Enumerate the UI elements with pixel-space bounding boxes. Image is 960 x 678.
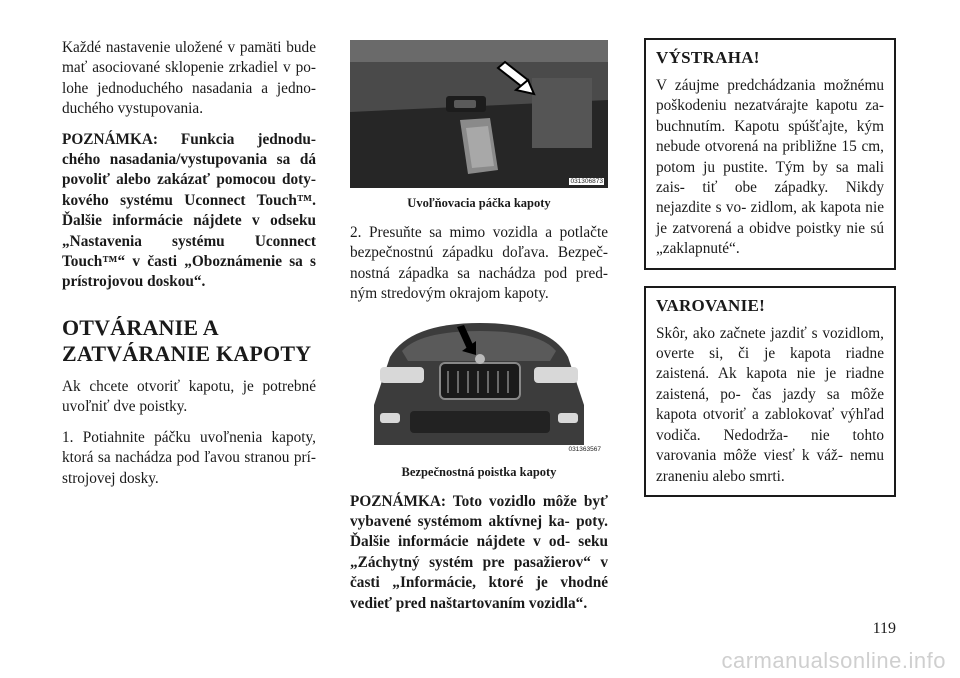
figure2-code: 031363567 xyxy=(568,445,601,453)
note-active-hood: POZNÁMKA: Toto vozidlo môže byť vybavené systémom aktívnej ka- poty. Ďalšie informácie nájdete v od- seku „Záchytný systém pre pasažierov“ v časti „Informácie, ktoré je vhodné vedieť pred naštartovaním vozidla“. xyxy=(350,492,608,612)
note-easy-entry: POZNÁMKA: Funkcia jednodu- chého nasadania/vystupovania sa dá povoliť alebo zakázať pomocou doty- kového systému Uconnect Touch™. Ďalšie informácie nájdete v odseku „Nastavenia systému Uconnect Touch™“ v časti „Oboznámenie sa s prístrojovou doskou“. xyxy=(62,130,316,291)
right-column xyxy=(644,38,896,513)
car-front-illustration xyxy=(350,317,608,457)
warning-text: V záujme predchádzania možnému poškodeniu nezatvárajte kapotu za- buchnutím. Kapotu spúšťajte, kým nebude otvorená na približne 15 cm, potom ju pustite. Tým by sa mali zais- tiť obe západky. Nikdy nejazdite s vo- zidlom, ak kapota nie je zatvorená a obidve poistky nie sú „zaklapnuté“. xyxy=(656,77,884,258)
caution-title: VAROVANIE! xyxy=(656,295,766,315)
section-heading: OTVÁRANIE A ZATVÁRANIE KAPOTY xyxy=(62,314,312,366)
figure2-caption: Bezpečnostná poistka kapoty xyxy=(401,464,557,479)
figure1-code: 031306873 xyxy=(570,178,603,185)
hood-safety-catch-image xyxy=(350,317,608,457)
figure1-caption: Uvoľňovacia páčka kapoty xyxy=(407,196,551,210)
caution-box xyxy=(644,286,896,497)
page-number: 119 xyxy=(872,620,896,637)
step-1: 1. Potiahnite páčku uvoľnenia kapoty, ktorá sa nachádza pod ľavou stranou prí- strojovej dosky. xyxy=(62,428,316,487)
caution-text: Skôr, ako začnete jazdiť s vozidlom, overte si, či je kapota riadne zaistená. Ak kapota nie je riadne zaistená, po- čas jazdy sa môže kapota otvoriť a zablokovať výhľad vodiča. Nedodrža- nie tohto varovania môže viesť k váž- nemu zraneniu alebo smrti. xyxy=(656,324,884,485)
memory-paragraph: Každé nastavenie uložené v pamäti bude mať asociované sklopenie zrkadiel v po- lohe jednoduchého nasadania a jedno- duchého vystupovania. xyxy=(62,39,316,118)
warning-box xyxy=(644,38,896,270)
watermark: carmanualsonline.info xyxy=(721,648,946,673)
hood-release-lever-image xyxy=(350,40,608,188)
warning-title: VÝSTRAHA! xyxy=(656,48,760,67)
hood-release-lever-illustration xyxy=(350,40,608,188)
step-2: 2. Presuňte sa mimo vozidla a potlačte bezpečnostnú západku doľava. Bezpeč- nostná západka sa nachádza pod pred- ným stredovým okrajom kapoty. xyxy=(350,224,608,303)
middle-column xyxy=(350,38,608,624)
intro-paragraph: Ak chcete otvoriť kapotu, je potrebné uvoľniť dve poistky. xyxy=(62,377,316,416)
left-column xyxy=(62,38,316,499)
